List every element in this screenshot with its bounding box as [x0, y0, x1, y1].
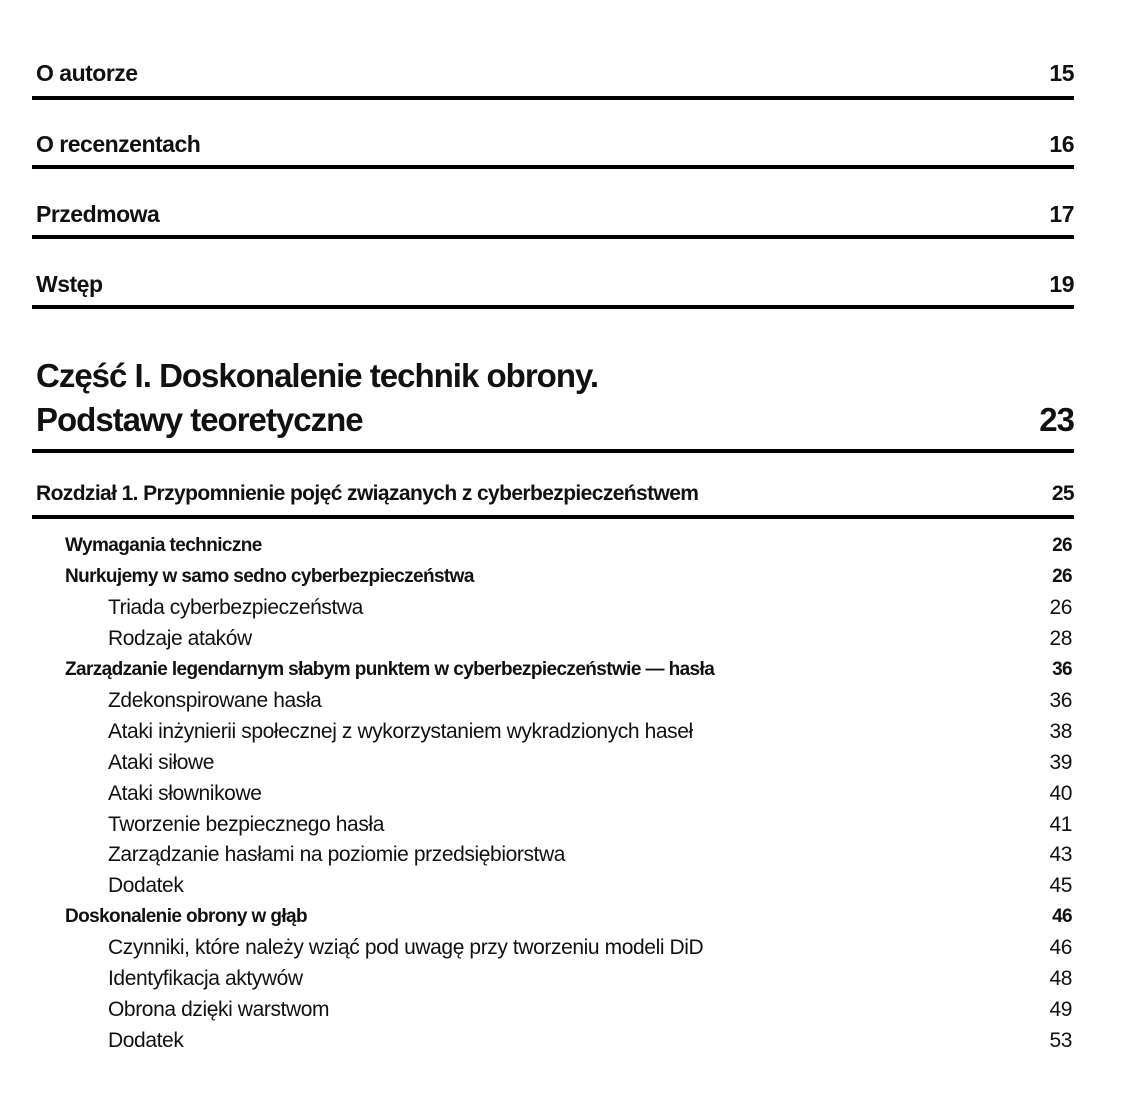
toc-entry-title: Rodzaje ataków: [108, 627, 252, 650]
toc-entry-page: 26: [1049, 596, 1072, 619]
divider-rule: [32, 305, 1074, 309]
toc-entry-title: Zarządzanie legendarnym słabym punktem w cyberbezpieczeństwie — hasła: [65, 659, 715, 680]
toc-subsection: [108, 747, 1072, 778]
toc-subsection: [108, 963, 1072, 994]
toc-entry-title: Obrona dzięki warstwom: [108, 998, 330, 1021]
toc-section: [65, 901, 1072, 932]
toc-entry-page: 48: [1049, 967, 1072, 990]
toc-entry-title: O autorze: [36, 60, 138, 86]
part-heading: [36, 354, 1074, 442]
toc-entry-page: 36: [1049, 689, 1072, 712]
toc-entry-page: 26: [1052, 566, 1072, 587]
toc-entry-front: [36, 60, 1074, 87]
toc-subsection: [108, 685, 1072, 716]
divider-rule: [32, 96, 1074, 100]
toc-entry-title: Dodatek: [108, 874, 184, 897]
toc-entry-page: 19: [1049, 271, 1074, 297]
toc-section: [65, 561, 1072, 592]
toc-entry-title: Wstęp: [36, 271, 103, 297]
toc-entry-title: Wymagania techniczne: [65, 535, 262, 556]
toc-subsection: [108, 1025, 1072, 1056]
toc-entry-front: [36, 131, 1074, 158]
toc-entry-title: Doskonalenie obrony w głąb: [65, 906, 307, 927]
chapter-heading: [36, 482, 1074, 506]
toc-entry-page: 43: [1049, 843, 1072, 866]
chapter-page: 25: [1051, 482, 1074, 505]
toc-entry-front: [36, 201, 1074, 228]
toc-entry-title: Triada cyberbezpieczeństwa: [108, 596, 363, 619]
toc-entry-title: Ataki inżynierii społecznej z wykorzystaniem wykradzionych haseł: [108, 720, 693, 743]
toc-section: [65, 530, 1072, 561]
toc-subsection: [108, 932, 1072, 963]
toc-entry-title: Ataki siłowe: [108, 751, 215, 774]
toc-subsection: [108, 716, 1072, 747]
toc-entry-page: 53: [1049, 1029, 1072, 1052]
toc-section: [65, 654, 1072, 685]
toc-entry-title: Nurkujemy w samo sedno cyberbezpieczeństwa: [65, 566, 474, 587]
toc-subsection: [108, 994, 1072, 1025]
part-title-line2: Podstawy teoretyczne: [36, 401, 363, 438]
toc-entry-page: 46: [1052, 906, 1072, 927]
toc-entry-page: 46: [1049, 936, 1072, 959]
toc-entry-page: 15: [1049, 60, 1074, 86]
toc-entry-page: 49: [1049, 998, 1072, 1021]
toc-subsection: [108, 623, 1072, 654]
toc-entry-title: Ataki słownikowe: [108, 782, 262, 805]
toc-entry-title: Zdekonspirowane hasła: [108, 689, 322, 712]
toc-entry-page: 45: [1049, 874, 1072, 897]
toc-subsection: [108, 809, 1072, 840]
part-page: 23: [1039, 401, 1074, 438]
toc-entry-page: 36: [1052, 659, 1072, 680]
toc-entry-title: Czynniki, które należy wziąć pod uwagę przy tworzeniu modeli DiD: [108, 936, 704, 959]
toc-entry-title: O recenzentach: [36, 131, 201, 157]
toc-entry-title: Identyfikacja aktywów: [108, 967, 303, 990]
toc-subsection: [108, 592, 1072, 623]
toc-entry-title: Tworzenie bezpiecznego hasła: [108, 813, 384, 836]
toc-entry-page: 16: [1049, 131, 1074, 157]
toc-entry-front: [36, 271, 1074, 298]
toc-entry-page: 26: [1052, 535, 1072, 556]
toc-entry-title: Przedmowa: [36, 201, 160, 227]
toc-subsection: [108, 778, 1072, 809]
toc-entry-page: 39: [1049, 751, 1072, 774]
part-title-line1: Część I. Doskonalenie technik obrony.: [36, 357, 599, 394]
toc-entry-page: 40: [1049, 782, 1072, 805]
divider-rule: [32, 235, 1074, 239]
toc-entry-title: Dodatek: [108, 1029, 184, 1052]
toc-entry-page: 38: [1049, 720, 1072, 743]
toc-entry-page: 17: [1049, 201, 1074, 227]
toc-subsection: [108, 870, 1072, 901]
divider-rule: [32, 515, 1074, 519]
toc-subsection: [108, 839, 1072, 870]
toc-entry-page: 28: [1049, 627, 1072, 650]
toc-entry-title: Zarządzanie hasłami na poziomie przedsiębiorstwa: [108, 843, 566, 866]
chapter-title: Rozdział 1. Przypomnienie pojęć związanych z cyberbezpieczeństwem: [36, 482, 699, 505]
toc-entry-page: 41: [1049, 813, 1072, 836]
divider-rule: [32, 449, 1074, 453]
divider-rule: [32, 165, 1074, 169]
